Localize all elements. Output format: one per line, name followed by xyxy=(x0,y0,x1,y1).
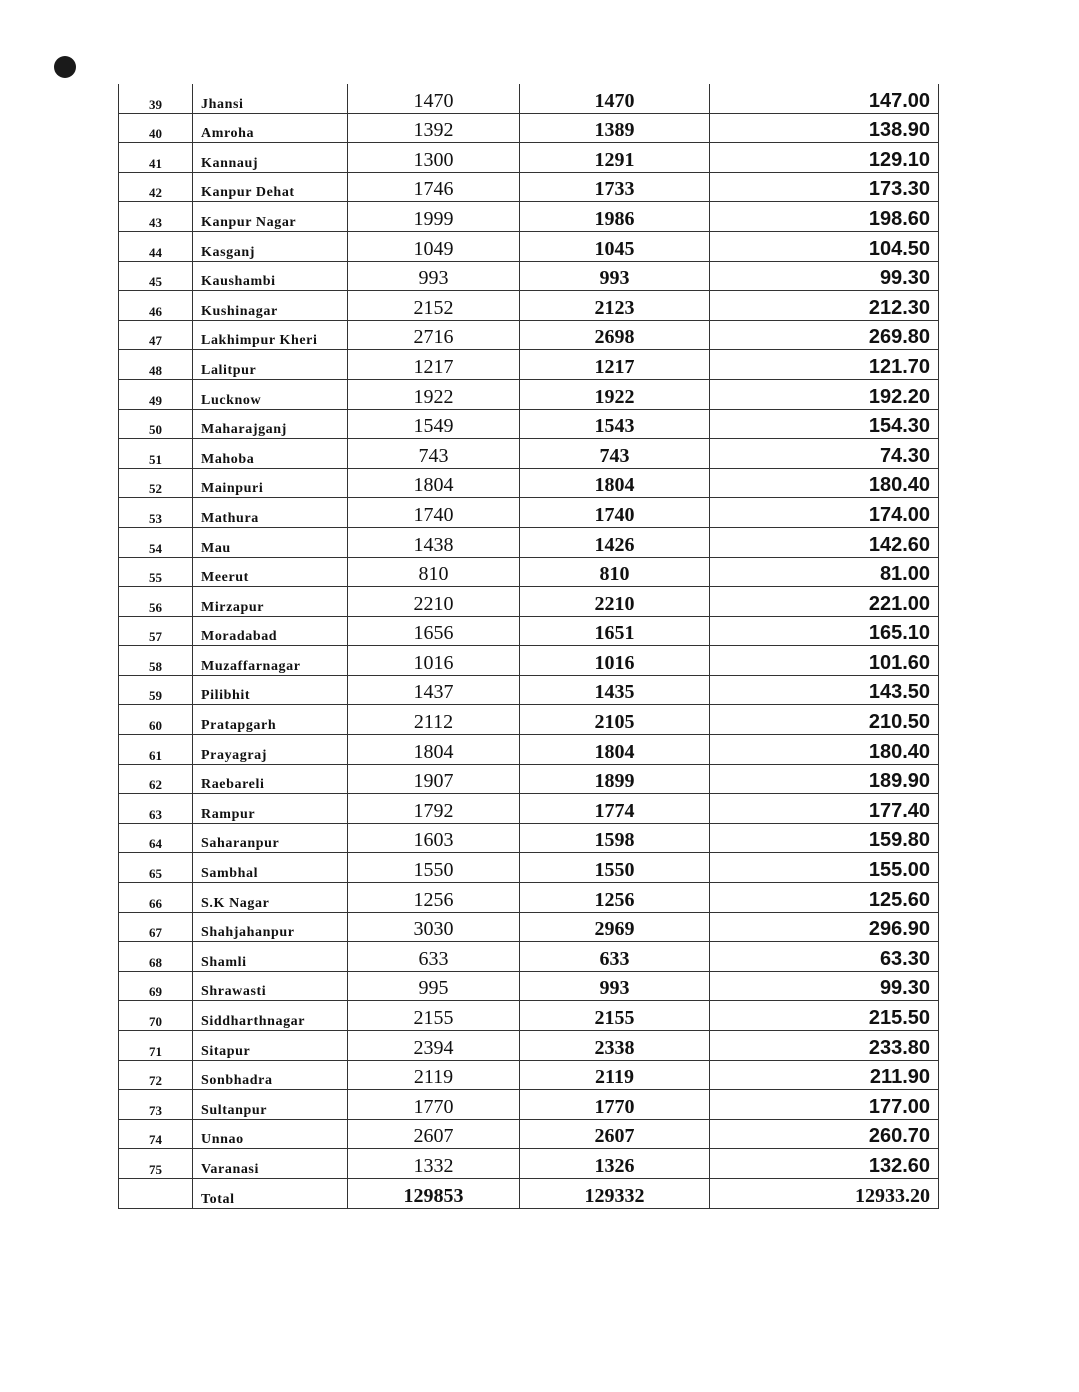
district-data-table xyxy=(118,84,939,1209)
value-col3-cell: 189.90 xyxy=(710,764,939,794)
total-serial-cell xyxy=(119,1178,193,1208)
table-row xyxy=(119,498,939,528)
value-col2-cell: 810 xyxy=(520,557,710,587)
district-name-cell: Muzaffarnagar xyxy=(193,646,348,676)
value-col3-cell: 99.30 xyxy=(710,261,939,291)
value-col1-cell: 1550 xyxy=(348,853,520,883)
total-row xyxy=(119,1178,939,1208)
value-col2-cell: 1899 xyxy=(520,764,710,794)
table-row xyxy=(119,1031,939,1061)
value-col1-cell: 1792 xyxy=(348,794,520,824)
total-col3-cell: 12933.20 xyxy=(710,1178,939,1208)
value-col3-cell: 233.80 xyxy=(710,1031,939,1061)
value-col1-cell: 1256 xyxy=(348,883,520,913)
value-col1-cell: 1804 xyxy=(348,735,520,765)
value-col2-cell: 2155 xyxy=(520,1001,710,1031)
district-name-cell: Shamli xyxy=(193,942,348,972)
value-col3-cell: 104.50 xyxy=(710,231,939,261)
value-col1-cell: 1549 xyxy=(348,409,520,439)
value-col3-cell: 296.90 xyxy=(710,912,939,942)
table-row xyxy=(119,1149,939,1179)
table-row xyxy=(119,320,939,350)
value-col2-cell: 1426 xyxy=(520,527,710,557)
value-col1-cell: 1437 xyxy=(348,675,520,705)
district-name-cell: S.K Nagar xyxy=(193,883,348,913)
serial-number-cell: 62 xyxy=(119,764,193,794)
value-col2-cell: 2119 xyxy=(520,1060,710,1090)
serial-number-cell: 63 xyxy=(119,794,193,824)
serial-number-cell: 67 xyxy=(119,912,193,942)
district-name-cell: Meerut xyxy=(193,557,348,587)
serial-number-cell: 45 xyxy=(119,261,193,291)
value-col1-cell: 1470 xyxy=(348,84,520,113)
table-row xyxy=(119,468,939,498)
serial-number-cell: 61 xyxy=(119,735,193,765)
value-col2-cell: 2969 xyxy=(520,912,710,942)
value-col3-cell: 177.00 xyxy=(710,1090,939,1120)
district-name-cell: Sonbhadra xyxy=(193,1060,348,1090)
district-name-cell: Rampur xyxy=(193,794,348,824)
district-name-cell: Mahoba xyxy=(193,439,348,469)
table-row xyxy=(119,705,939,735)
table-row xyxy=(119,231,939,261)
value-col2-cell: 1016 xyxy=(520,646,710,676)
value-col1-cell: 2119 xyxy=(348,1060,520,1090)
value-col3-cell: 159.80 xyxy=(710,823,939,853)
district-name-cell: Lakhimpur Kheri xyxy=(193,320,348,350)
table-row xyxy=(119,764,939,794)
value-col2-cell: 1598 xyxy=(520,823,710,853)
serial-number-cell: 52 xyxy=(119,468,193,498)
district-name-cell: Shrawasti xyxy=(193,971,348,1001)
value-col3-cell: 177.40 xyxy=(710,794,939,824)
serial-number-cell: 55 xyxy=(119,557,193,587)
table-row xyxy=(119,261,939,291)
value-col2-cell: 1774 xyxy=(520,794,710,824)
table-row xyxy=(119,291,939,321)
value-col3-cell: 173.30 xyxy=(710,172,939,202)
value-col3-cell: 180.40 xyxy=(710,468,939,498)
serial-number-cell: 57 xyxy=(119,616,193,646)
serial-number-cell: 42 xyxy=(119,172,193,202)
value-col2-cell: 1804 xyxy=(520,468,710,498)
district-name-cell: Sambhal xyxy=(193,853,348,883)
value-col1-cell: 995 xyxy=(348,971,520,1001)
value-col3-cell: 101.60 xyxy=(710,646,939,676)
value-col1-cell: 1746 xyxy=(348,172,520,202)
value-col3-cell: 155.00 xyxy=(710,853,939,883)
table-row xyxy=(119,379,939,409)
value-col2-cell: 2210 xyxy=(520,587,710,617)
value-col1-cell: 633 xyxy=(348,942,520,972)
value-col2-cell: 1326 xyxy=(520,1149,710,1179)
value-col2-cell: 1543 xyxy=(520,409,710,439)
serial-number-cell: 60 xyxy=(119,705,193,735)
total-col2-cell: 129332 xyxy=(520,1178,710,1208)
table-row xyxy=(119,853,939,883)
serial-number-cell: 43 xyxy=(119,202,193,232)
serial-number-cell: 64 xyxy=(119,823,193,853)
serial-number-cell: 41 xyxy=(119,143,193,173)
value-col2-cell: 633 xyxy=(520,942,710,972)
district-name-cell: Lucknow xyxy=(193,379,348,409)
district-name-cell: Lalitpur xyxy=(193,350,348,380)
serial-number-cell: 39 xyxy=(119,84,193,113)
value-col3-cell: 132.60 xyxy=(710,1149,939,1179)
serial-number-cell: 53 xyxy=(119,498,193,528)
district-name-cell: Kushinagar xyxy=(193,291,348,321)
district-name-cell: Kasganj xyxy=(193,231,348,261)
value-col1-cell: 1907 xyxy=(348,764,520,794)
value-col1-cell: 3030 xyxy=(348,912,520,942)
serial-number-cell: 58 xyxy=(119,646,193,676)
value-col1-cell: 1603 xyxy=(348,823,520,853)
district-name-cell: Pilibhit xyxy=(193,675,348,705)
value-col1-cell: 810 xyxy=(348,557,520,587)
table-row xyxy=(119,143,939,173)
value-col3-cell: 121.70 xyxy=(710,350,939,380)
value-col1-cell: 1770 xyxy=(348,1090,520,1120)
district-name-cell: Varanasi xyxy=(193,1149,348,1179)
district-name-cell: Shahjahanpur xyxy=(193,912,348,942)
value-col1-cell: 1049 xyxy=(348,231,520,261)
serial-number-cell: 73 xyxy=(119,1090,193,1120)
district-name-cell: Raebareli xyxy=(193,764,348,794)
serial-number-cell: 70 xyxy=(119,1001,193,1031)
serial-number-cell: 68 xyxy=(119,942,193,972)
value-col1-cell: 1392 xyxy=(348,113,520,143)
table-body xyxy=(119,84,939,1208)
value-col3-cell: 63.30 xyxy=(710,942,939,972)
table-row xyxy=(119,1119,939,1149)
value-col1-cell: 2112 xyxy=(348,705,520,735)
district-name-cell: Jhansi xyxy=(193,84,348,113)
value-col2-cell: 2123 xyxy=(520,291,710,321)
table-row xyxy=(119,350,939,380)
table-row xyxy=(119,439,939,469)
serial-number-cell: 47 xyxy=(119,320,193,350)
serial-number-cell: 49 xyxy=(119,379,193,409)
value-col1-cell: 2607 xyxy=(348,1119,520,1149)
value-col3-cell: 74.30 xyxy=(710,439,939,469)
table-row xyxy=(119,735,939,765)
table-row xyxy=(119,675,939,705)
serial-number-cell: 65 xyxy=(119,853,193,883)
value-col1-cell: 1438 xyxy=(348,527,520,557)
district-name-cell: Saharanpur xyxy=(193,823,348,853)
value-col1-cell: 1016 xyxy=(348,646,520,676)
table-row xyxy=(119,823,939,853)
district-name-cell: Mau xyxy=(193,527,348,557)
value-col2-cell: 1045 xyxy=(520,231,710,261)
value-col2-cell: 1389 xyxy=(520,113,710,143)
value-col3-cell: 198.60 xyxy=(710,202,939,232)
serial-number-cell: 66 xyxy=(119,883,193,913)
table-row xyxy=(119,912,939,942)
serial-number-cell: 56 xyxy=(119,587,193,617)
table-row xyxy=(119,1060,939,1090)
value-col2-cell: 1770 xyxy=(520,1090,710,1120)
table-row xyxy=(119,794,939,824)
value-col3-cell: 154.30 xyxy=(710,409,939,439)
value-col3-cell: 221.00 xyxy=(710,587,939,617)
value-col2-cell: 993 xyxy=(520,261,710,291)
value-col2-cell: 1256 xyxy=(520,883,710,913)
district-name-cell: Sitapur xyxy=(193,1031,348,1061)
serial-number-cell: 51 xyxy=(119,439,193,469)
value-col1-cell: 1300 xyxy=(348,143,520,173)
value-col1-cell: 743 xyxy=(348,439,520,469)
district-name-cell: Kaushambi xyxy=(193,261,348,291)
table-row xyxy=(119,971,939,1001)
value-col2-cell: 1435 xyxy=(520,675,710,705)
district-name-cell: Amroha xyxy=(193,113,348,143)
table-row xyxy=(119,202,939,232)
serial-number-cell: 44 xyxy=(119,231,193,261)
value-col1-cell: 2394 xyxy=(348,1031,520,1061)
district-name-cell: Mainpuri xyxy=(193,468,348,498)
serial-number-cell: 69 xyxy=(119,971,193,1001)
table-row xyxy=(119,883,939,913)
district-name-cell: Siddharthnagar xyxy=(193,1001,348,1031)
serial-number-cell: 71 xyxy=(119,1031,193,1061)
value-col2-cell: 2338 xyxy=(520,1031,710,1061)
value-col3-cell: 180.40 xyxy=(710,735,939,765)
value-col3-cell: 212.30 xyxy=(710,291,939,321)
district-name-cell: Unnao xyxy=(193,1119,348,1149)
value-col2-cell: 1986 xyxy=(520,202,710,232)
serial-number-cell: 46 xyxy=(119,291,193,321)
value-col2-cell: 1922 xyxy=(520,379,710,409)
value-col3-cell: 174.00 xyxy=(710,498,939,528)
table-row xyxy=(119,587,939,617)
value-col3-cell: 215.50 xyxy=(710,1001,939,1031)
value-col1-cell: 2210 xyxy=(348,587,520,617)
serial-number-cell: 59 xyxy=(119,675,193,705)
table-row xyxy=(119,113,939,143)
value-col3-cell: 138.90 xyxy=(710,113,939,143)
district-name-cell: Kannauj xyxy=(193,143,348,173)
table-row xyxy=(119,527,939,557)
value-col3-cell: 81.00 xyxy=(710,557,939,587)
value-col2-cell: 1804 xyxy=(520,735,710,765)
district-name-cell: Mirzapur xyxy=(193,587,348,617)
table-row xyxy=(119,646,939,676)
value-col2-cell: 743 xyxy=(520,439,710,469)
table-row xyxy=(119,557,939,587)
serial-number-cell: 54 xyxy=(119,527,193,557)
district-name-cell: Kanpur Dehat xyxy=(193,172,348,202)
table-row xyxy=(119,942,939,972)
value-col2-cell: 2105 xyxy=(520,705,710,735)
value-col1-cell: 1656 xyxy=(348,616,520,646)
district-name-cell: Mathura xyxy=(193,498,348,528)
value-col1-cell: 993 xyxy=(348,261,520,291)
value-col3-cell: 143.50 xyxy=(710,675,939,705)
table-row xyxy=(119,409,939,439)
value-col1-cell: 1217 xyxy=(348,350,520,380)
value-col2-cell: 2607 xyxy=(520,1119,710,1149)
value-col2-cell: 1651 xyxy=(520,616,710,646)
table-row xyxy=(119,84,939,113)
value-col3-cell: 210.50 xyxy=(710,705,939,735)
value-col3-cell: 99.30 xyxy=(710,971,939,1001)
value-col1-cell: 2155 xyxy=(348,1001,520,1031)
value-col3-cell: 125.60 xyxy=(710,883,939,913)
punch-hole-mark xyxy=(54,56,76,78)
serial-number-cell: 48 xyxy=(119,350,193,380)
value-col1-cell: 1922 xyxy=(348,379,520,409)
value-col2-cell: 2698 xyxy=(520,320,710,350)
serial-number-cell: 40 xyxy=(119,113,193,143)
value-col1-cell: 1804 xyxy=(348,468,520,498)
value-col1-cell: 1332 xyxy=(348,1149,520,1179)
value-col3-cell: 165.10 xyxy=(710,616,939,646)
table-row xyxy=(119,172,939,202)
table-row xyxy=(119,616,939,646)
value-col1-cell: 1999 xyxy=(348,202,520,232)
serial-number-cell: 50 xyxy=(119,409,193,439)
total-label-cell: Total xyxy=(193,1178,348,1208)
serial-number-cell: 75 xyxy=(119,1149,193,1179)
value-col3-cell: 147.00 xyxy=(710,84,939,113)
district-name-cell: Moradabad xyxy=(193,616,348,646)
value-col3-cell: 269.80 xyxy=(710,320,939,350)
total-col1-cell: 129853 xyxy=(348,1178,520,1208)
district-name-cell: Maharajganj xyxy=(193,409,348,439)
value-col2-cell: 1291 xyxy=(520,143,710,173)
district-name-cell: Kanpur Nagar xyxy=(193,202,348,232)
value-col1-cell: 2152 xyxy=(348,291,520,321)
value-col2-cell: 1470 xyxy=(520,84,710,113)
table-row xyxy=(119,1090,939,1120)
value-col3-cell: 192.20 xyxy=(710,379,939,409)
district-name-cell: Sultanpur xyxy=(193,1090,348,1120)
value-col2-cell: 1550 xyxy=(520,853,710,883)
value-col3-cell: 129.10 xyxy=(710,143,939,173)
district-name-cell: Prayagraj xyxy=(193,735,348,765)
value-col3-cell: 211.90 xyxy=(710,1060,939,1090)
value-col2-cell: 1740 xyxy=(520,498,710,528)
value-col1-cell: 2716 xyxy=(348,320,520,350)
value-col3-cell: 260.70 xyxy=(710,1119,939,1149)
value-col2-cell: 993 xyxy=(520,971,710,1001)
serial-number-cell: 74 xyxy=(119,1119,193,1149)
table-row xyxy=(119,1001,939,1031)
value-col2-cell: 1217 xyxy=(520,350,710,380)
value-col3-cell: 142.60 xyxy=(710,527,939,557)
value-col1-cell: 1740 xyxy=(348,498,520,528)
district-name-cell: Pratapgarh xyxy=(193,705,348,735)
value-col2-cell: 1733 xyxy=(520,172,710,202)
serial-number-cell: 72 xyxy=(119,1060,193,1090)
